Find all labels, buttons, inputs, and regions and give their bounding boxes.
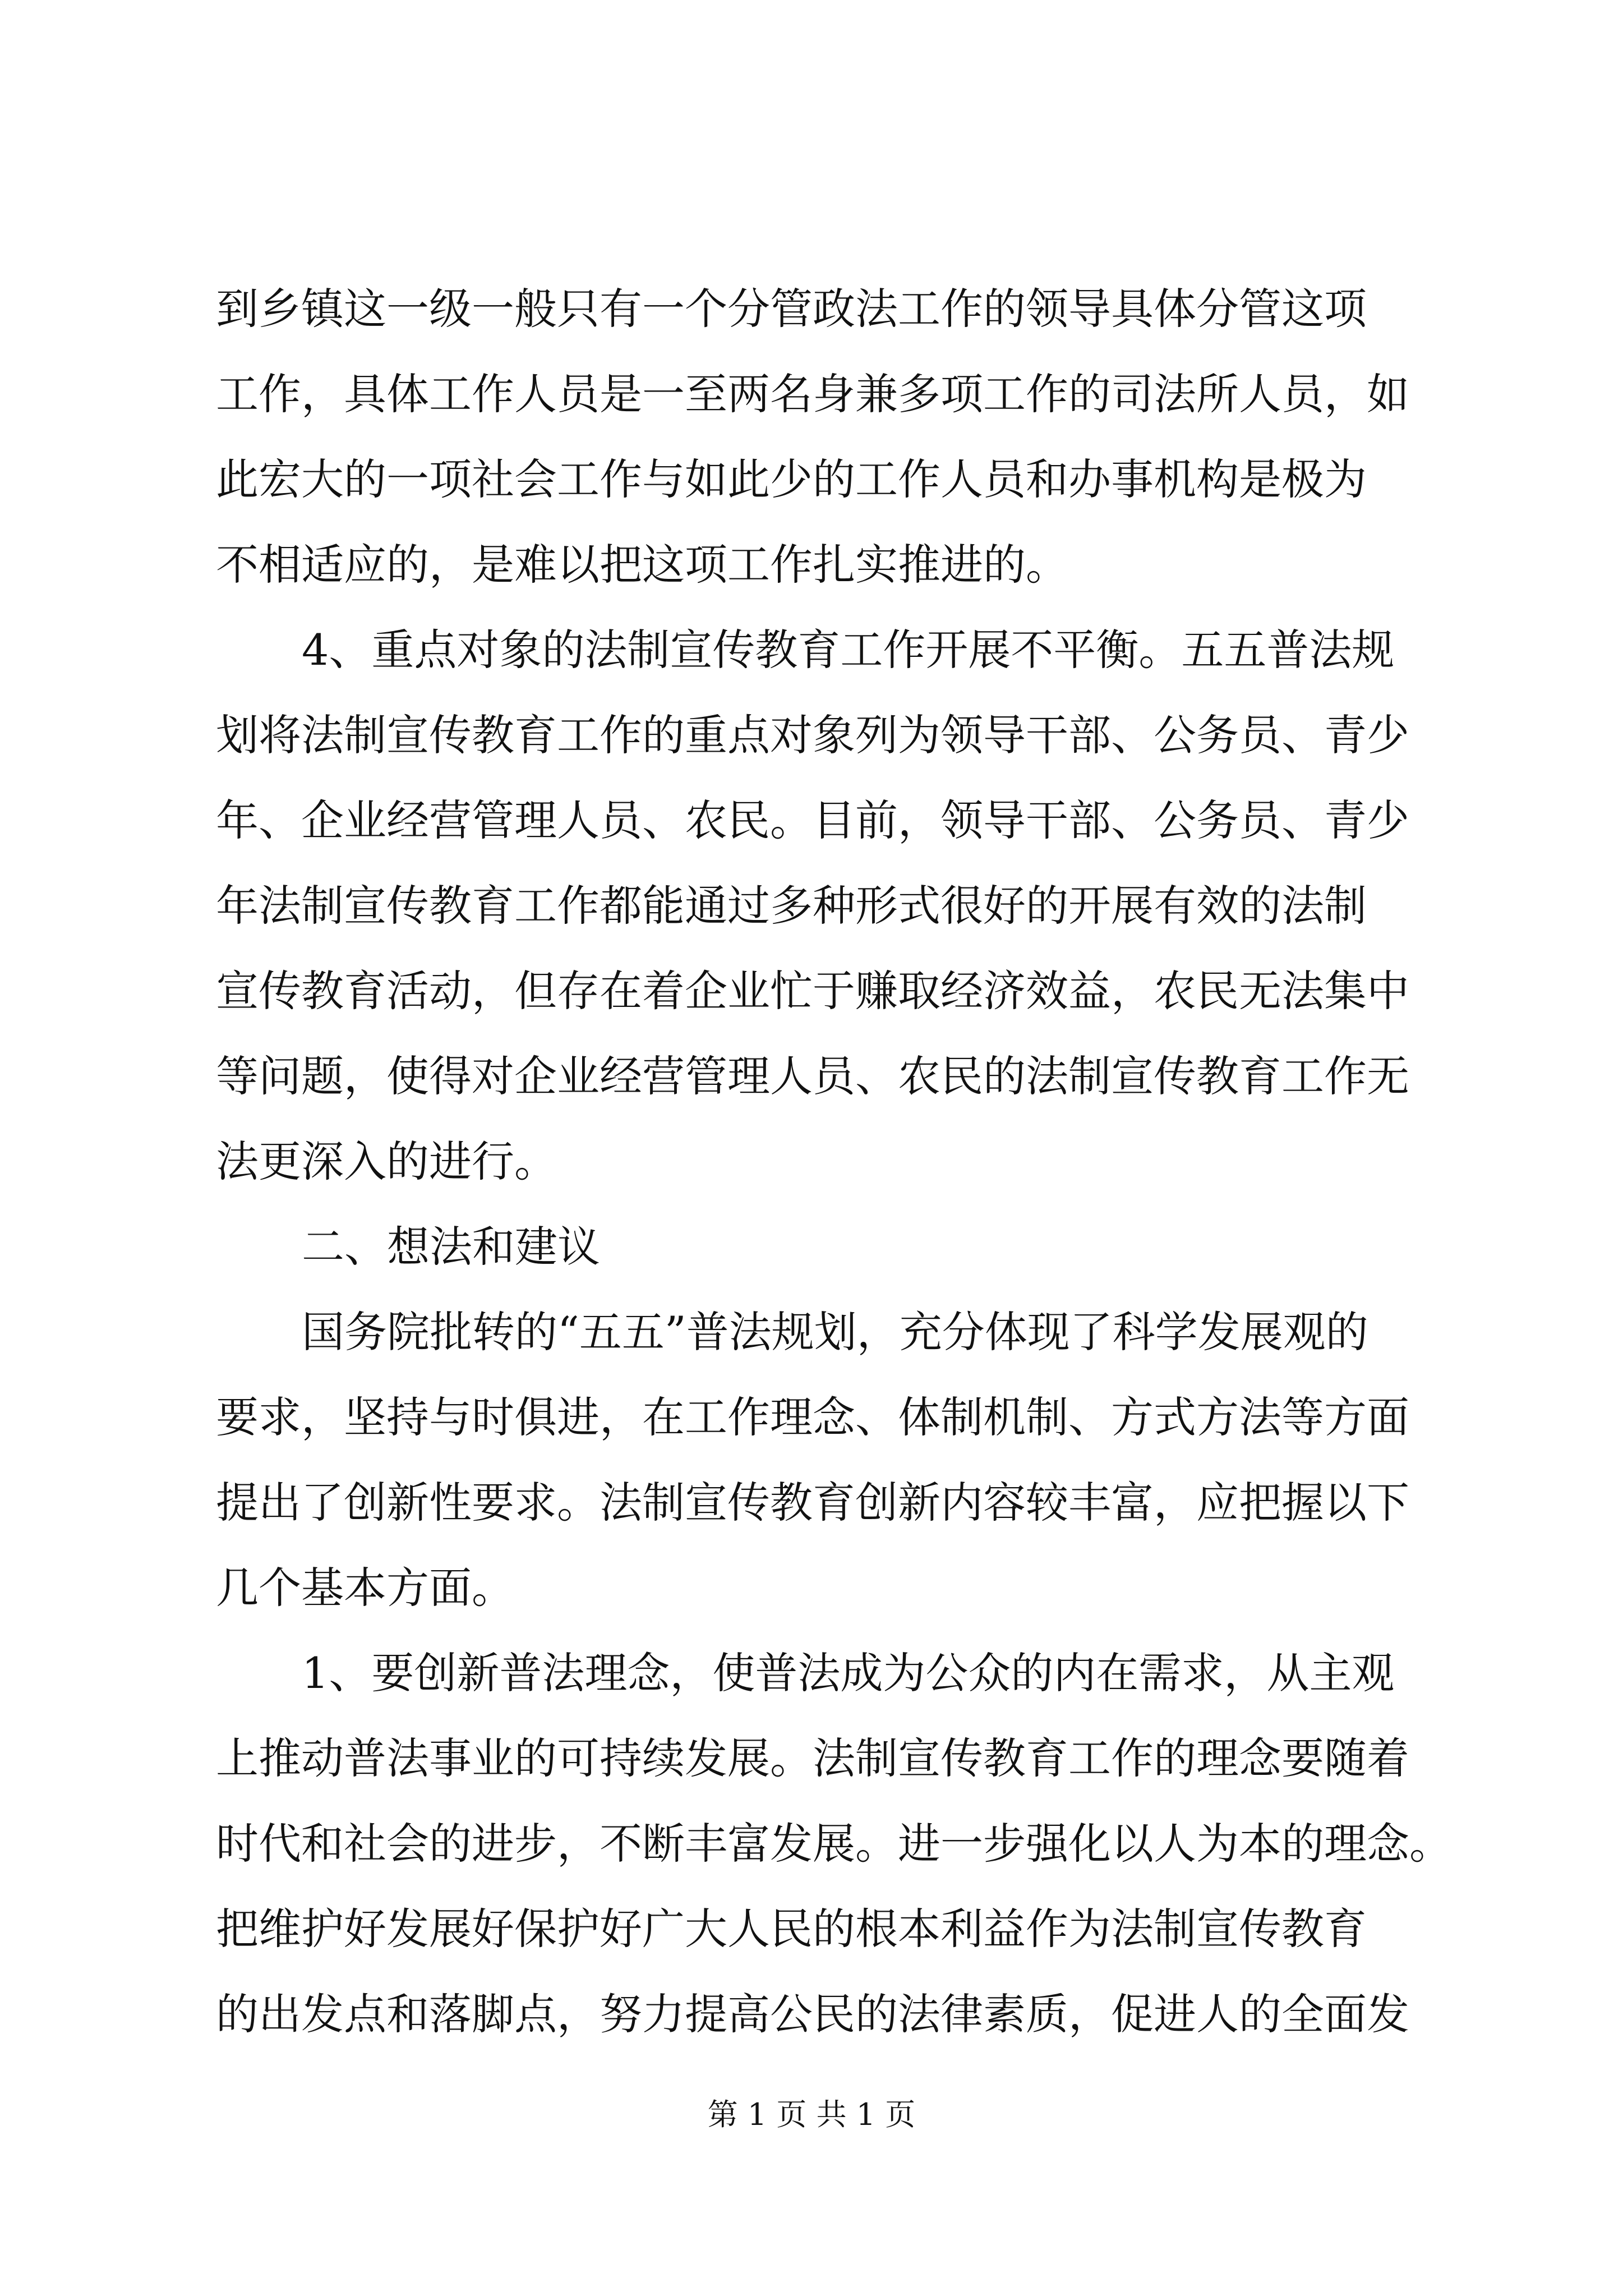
text-line: 上推动普法事业的可持续发展。法制宣传教育工作的理念要随着 — [216, 1733, 1409, 1783]
text-line: 到乡镇这一级一般只有一个分管政法工作的领导具体分管这项 — [216, 284, 1367, 334]
text-line: 工作，具体工作人员是一至两名身兼多项工作的司法所人员，如 — [216, 369, 1409, 419]
text-line: 要求，坚持与时俱进，在工作理念、体制机制、方式方法等方面 — [216, 1392, 1409, 1442]
text-line: 的出发点和落脚点，努力提高公民的法律素质，促进人的全面发 — [216, 1989, 1409, 2039]
text-line: 时代和社会的进步，不断丰富发展。进一步强化以人为本的理念。 — [216, 1819, 1452, 1869]
page-number-footer: 第 1 页 共 1 页 — [707, 2097, 916, 2132]
text-line: 提出了创新性要求。法制宣传教育创新内容较丰富，应把握以下 — [216, 1478, 1409, 1527]
text-line: 法更深入的进行。 — [216, 1137, 557, 1186]
text-line: 国务院批转的“五五”普法规划，充分体现了科学发展观的 — [302, 1307, 1368, 1357]
text-line: 宣传教育活动，但存在着企业忙于赚取经济效益，农民无法集中 — [216, 966, 1409, 1016]
text-line: 几个基本方面。 — [216, 1563, 514, 1613]
text-line: 4、重点对象的法制宣传教育工作开展不平衡。五五普法规 — [302, 625, 1395, 675]
text-line: 年、企业经营管理人员、农民。目前，领导干部、公务员、青少 — [216, 795, 1409, 845]
text-line: 此宏大的一项社会工作与如此少的工作人员和办事机构是极为 — [216, 454, 1367, 504]
text-line: 年法制宣传教育工作都能通过多种形式很好的开展有效的法制 — [216, 881, 1367, 931]
text-line: 等问题，使得对企业经营管理人员、农民的法制宣传教育工作无 — [216, 1051, 1409, 1101]
text-line: 把维护好发展好保护好广大人民的根本利益作为法制宣传教育 — [216, 1904, 1367, 1954]
text-line: 1、要创新普法理念，使普法成为公众的内在需求，从主观 — [302, 1648, 1395, 1698]
section-heading: 二、想法和建议 — [302, 1222, 600, 1272]
text-line: 不相适应的，是难以把这项工作扎实推进的。 — [216, 540, 1068, 590]
text-line: 划将法制宣传教育工作的重点对象列为领导干部、公务员、青少 — [216, 710, 1409, 760]
